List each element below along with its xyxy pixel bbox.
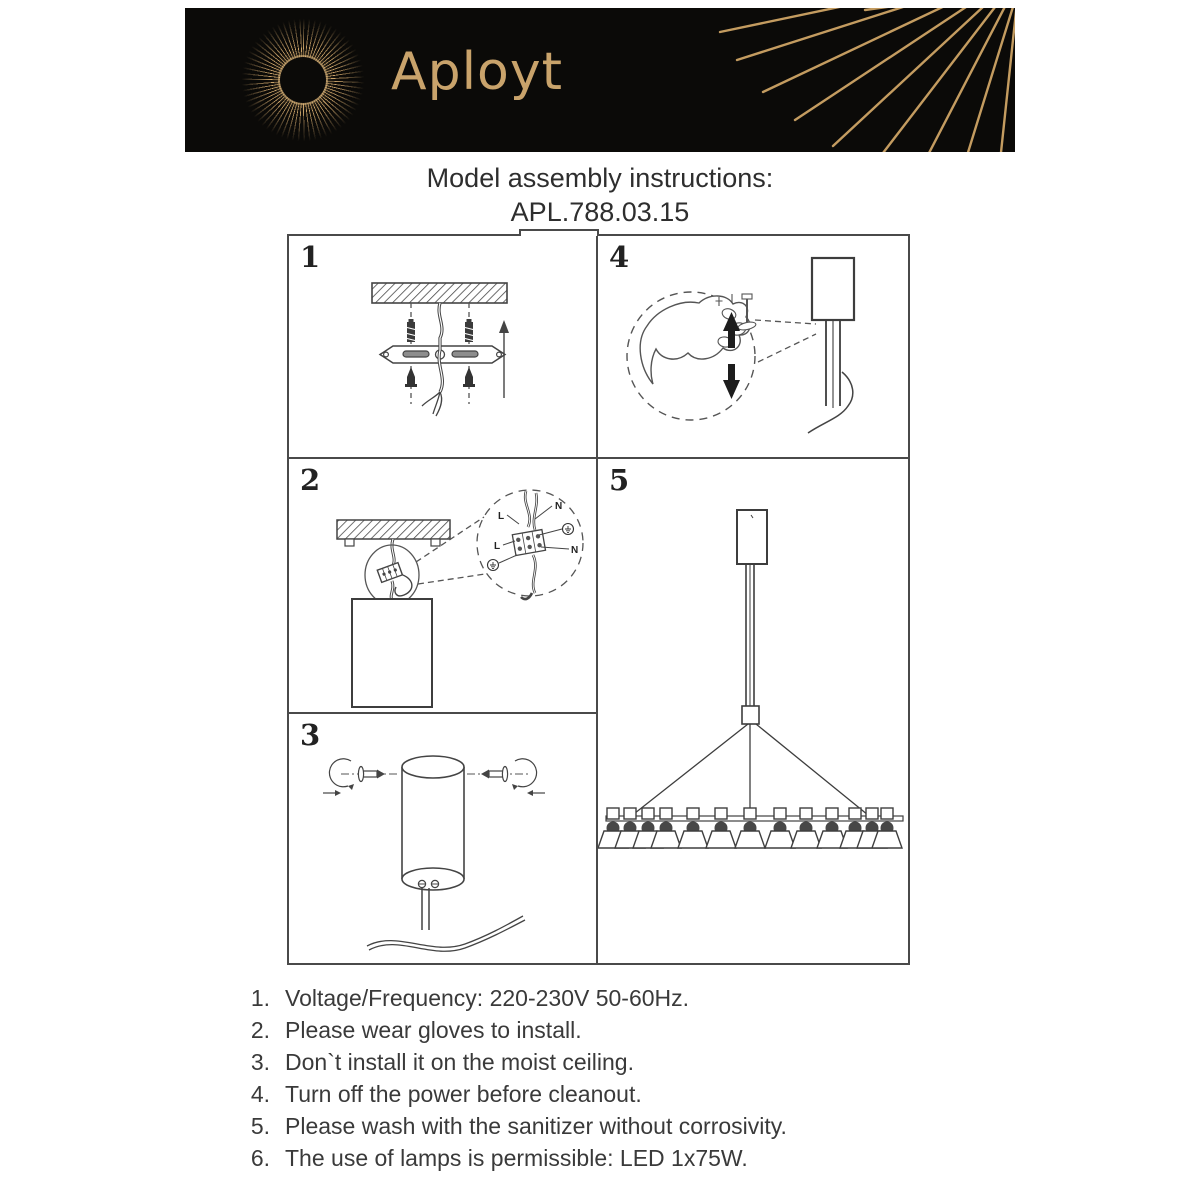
neutral-label: N [555,501,563,512]
panel-2 [289,459,596,712]
panel-1 [289,236,596,457]
panel-5-number: 5 [609,463,630,497]
panel-3 [289,714,596,963]
note-number: 4. [250,1081,270,1107]
note-number: 2. [250,1017,270,1043]
brand-name: Aployt [391,42,564,102]
canopy-icon [737,510,767,564]
note-number: 3. [250,1049,270,1075]
model-number: APL.788.03.15 [510,197,690,227]
panel-2-number: 2 [300,463,321,497]
note-number: 1. [250,985,270,1011]
lamp-row [598,808,902,848]
panel-3-number: 3 [300,718,321,752]
note-item [238,982,1018,1014]
screw-icon [323,759,385,796]
assembled-chandelier-diagram [598,459,908,963]
neutral-label-2: N [571,545,579,556]
up-arrow-icon [499,320,509,398]
live-label-2: L [494,541,501,552]
support-arms-icon [630,724,868,817]
canopy-icon [352,599,432,707]
mounting-bracket-icon [380,346,505,363]
panel-4-number: 4 [609,240,630,274]
live-label: L [498,511,505,522]
wiring-diagram [289,459,596,712]
canopy-rod-icon [812,258,854,408]
note-item [238,1078,1018,1110]
note-text: Turn off the power before cleanout. [285,1081,642,1107]
canopy-cylinder-icon [402,756,464,890]
ceiling-icon [372,283,507,303]
instruction-grid [287,234,910,965]
panel-4 [598,236,908,457]
sunburst-logo-icon [241,18,365,142]
panel-1-number: 1 [300,240,321,274]
note-text: Please wash with the sanitizer without corrosivity. [285,1113,787,1139]
wiring-zoom-circle [477,490,583,599]
screw-icon [481,759,545,796]
note-text: Voltage/Frequency: 220-230V 50-60Hz. [285,985,690,1011]
height-adjustment-diagram [598,236,908,457]
note-item [238,1046,1018,1078]
notes-list [238,982,1018,1174]
grid-notch [519,229,599,236]
note-number: 6. [250,1145,270,1171]
earth-icon [488,560,499,571]
wire-icon [808,372,853,433]
note-text: Don`t install it on the moist ceiling. [285,1049,634,1075]
brand-banner [185,8,1015,152]
note-item [238,1014,1018,1046]
note-text: The use of lamps is permissible: LED 1x75W. [285,1145,748,1171]
canopy-screws-diagram [289,714,596,963]
document-title: Model assembly instructions: [426,163,774,193]
note-text: Please wear gloves to install. [285,1017,582,1043]
rod-icon [746,564,754,706]
terminal-icon [377,563,402,583]
note-number: 5. [250,1113,270,1139]
note-item [238,1110,1018,1142]
earth-icon [563,524,574,535]
note-item [238,1142,1018,1174]
panel-5 [598,459,908,963]
connector-box-icon [742,706,759,724]
decorative-rays-icon [715,8,1015,152]
cable-icon [367,916,525,951]
callout-lines [755,320,816,362]
bracket-mounting-diagram [289,236,596,457]
